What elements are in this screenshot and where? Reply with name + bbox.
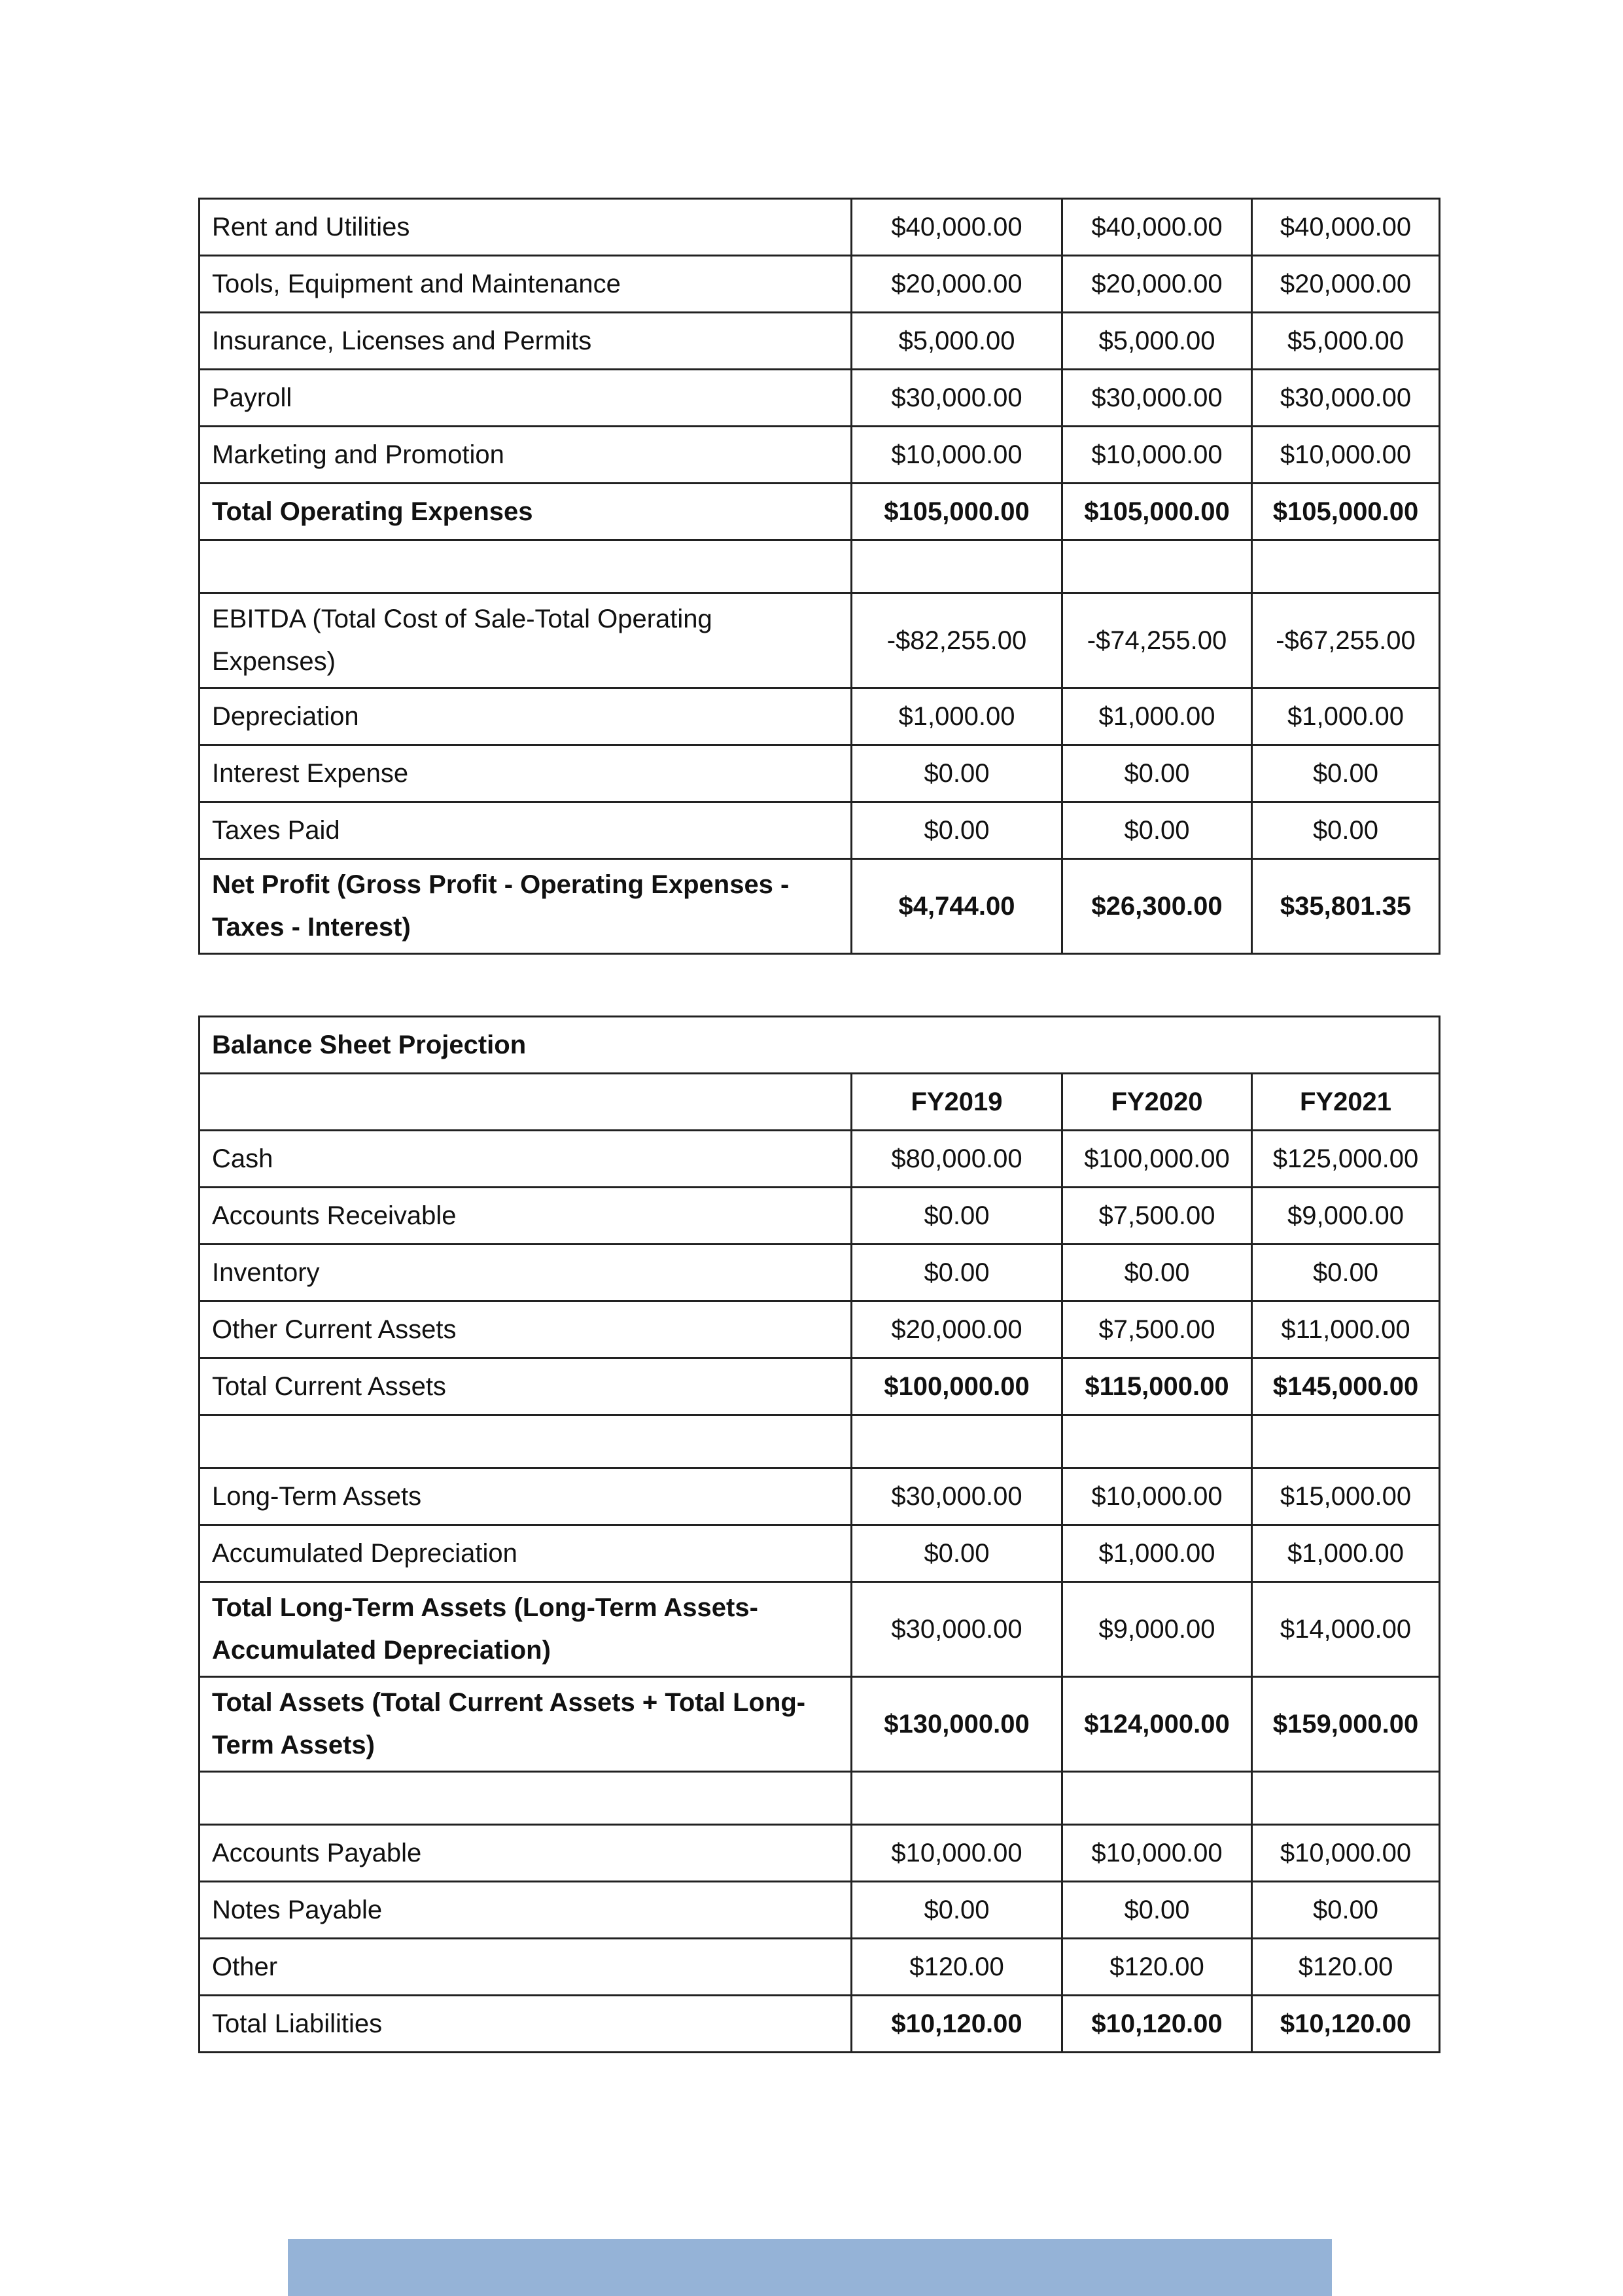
value-cell: $20,000.00 [1252, 256, 1440, 313]
value-cell: $5,000.00 [1062, 313, 1252, 370]
row-label: Long-Term Assets [200, 1468, 852, 1525]
value-cell: $0.00 [852, 802, 1062, 859]
table-row [200, 1882, 1440, 1939]
value-cell: $4,744.00 [852, 859, 1062, 954]
column-header: FY2021 [1252, 1074, 1440, 1131]
value-cell: $10,000.00 [1062, 1825, 1252, 1882]
value-cell: $30,000.00 [1252, 370, 1440, 427]
table-row [200, 745, 1440, 802]
empty-cell [200, 540, 852, 593]
value-cell: $100,000.00 [1062, 1131, 1252, 1188]
value-cell: $120.00 [1252, 1939, 1440, 1996]
row-label: Taxes Paid [200, 802, 852, 859]
value-cell: $7,500.00 [1062, 1188, 1252, 1245]
empty-cell [1252, 1772, 1440, 1825]
value-cell: $120.00 [1062, 1939, 1252, 1996]
value-cell: $10,120.00 [852, 1996, 1062, 2053]
value-cell: $105,000.00 [1252, 484, 1440, 540]
value-cell: $1,000.00 [852, 688, 1062, 745]
row-label: Total Liabilities [200, 1996, 852, 2053]
row-label: Accounts Payable [200, 1825, 852, 1882]
row-label: Notes Payable [200, 1882, 852, 1939]
value-cell: $120.00 [852, 1939, 1062, 1996]
row-label: Total Current Assets [200, 1358, 852, 1415]
value-cell: $9,000.00 [1062, 1582, 1252, 1677]
table-row [200, 688, 1440, 745]
value-cell: $10,000.00 [852, 427, 1062, 484]
header-row [200, 1074, 1440, 1131]
table-row [200, 256, 1440, 313]
value-cell: $10,000.00 [852, 1825, 1062, 1882]
value-cell: $5,000.00 [852, 313, 1062, 370]
empty-cell [852, 1415, 1062, 1468]
value-cell: $0.00 [852, 745, 1062, 802]
value-cell: $1,000.00 [1062, 1525, 1252, 1582]
row-label: EBITDA (Total Cost of Sale-Total Operating Expenses) [200, 593, 852, 688]
value-cell: $0.00 [852, 1525, 1062, 1582]
table-row [200, 1245, 1440, 1301]
value-cell: $10,120.00 [1252, 1996, 1440, 2053]
row-label: Total Long-Term Assets (Long-Term Assets-Accumulated Depreciation) [200, 1582, 852, 1677]
table-row [200, 1131, 1440, 1188]
table-title-row [200, 1017, 1440, 1074]
table-row [200, 1468, 1440, 1525]
table-row [200, 370, 1440, 427]
value-cell: $20,000.00 [1062, 256, 1252, 313]
spacer-row [200, 1415, 1440, 1468]
value-cell: $9,000.00 [1252, 1188, 1440, 1245]
value-cell: $145,000.00 [1252, 1358, 1440, 1415]
value-cell: $10,000.00 [1062, 427, 1252, 484]
total-row [200, 1677, 1440, 1772]
row-label: Depreciation [200, 688, 852, 745]
value-cell: $30,000.00 [852, 1582, 1062, 1677]
row-label: Other Current Assets [200, 1301, 852, 1358]
row-label: Accounts Receivable [200, 1188, 852, 1245]
value-cell: $5,000.00 [1252, 313, 1440, 370]
value-cell: $0.00 [852, 1245, 1062, 1301]
value-cell: $10,000.00 [1062, 1468, 1252, 1525]
table-row [200, 199, 1440, 256]
row-label: Other [200, 1939, 852, 1996]
row-label: Accumulated Depreciation [200, 1525, 852, 1582]
value-cell: $30,000.00 [1062, 370, 1252, 427]
value-cell: $0.00 [1252, 745, 1440, 802]
row-label: Tools, Equipment and Maintenance [200, 256, 852, 313]
value-cell: $159,000.00 [1252, 1677, 1440, 1772]
table-row [200, 1582, 1440, 1677]
value-cell: $1,000.00 [1252, 1525, 1440, 1582]
value-cell: $0.00 [1062, 745, 1252, 802]
table-row [200, 593, 1440, 688]
table-row [200, 1301, 1440, 1358]
value-cell: $0.00 [1252, 802, 1440, 859]
value-cell: $115,000.00 [1062, 1358, 1252, 1415]
value-cell: $105,000.00 [1062, 484, 1252, 540]
empty-cell [852, 1772, 1062, 1825]
row-label: Marketing and Promotion [200, 427, 852, 484]
value-cell: $80,000.00 [852, 1131, 1062, 1188]
value-cell: $20,000.00 [852, 256, 1062, 313]
value-cell: $0.00 [1252, 1882, 1440, 1939]
row-label: Cash [200, 1131, 852, 1188]
value-cell: $40,000.00 [852, 199, 1062, 256]
value-cell: -$82,255.00 [852, 593, 1062, 688]
value-cell: $0.00 [1252, 1245, 1440, 1301]
value-cell: $1,000.00 [1252, 688, 1440, 745]
value-cell: $100,000.00 [852, 1358, 1062, 1415]
table-row [200, 1939, 1440, 1996]
value-cell: $11,000.00 [1252, 1301, 1440, 1358]
empty-cell [1062, 540, 1252, 593]
value-cell: $1,000.00 [1062, 688, 1252, 745]
value-cell: $30,000.00 [852, 1468, 1062, 1525]
row-label: Interest Expense [200, 745, 852, 802]
row-label: Insurance, Licenses and Permits [200, 313, 852, 370]
total-row [200, 859, 1440, 954]
value-cell: $0.00 [852, 1188, 1062, 1245]
value-cell: $10,000.00 [1252, 427, 1440, 484]
value-cell: $10,000.00 [1252, 1825, 1440, 1882]
total-row [200, 484, 1440, 540]
spacer-row [200, 540, 1440, 593]
table-row [200, 313, 1440, 370]
value-cell: $20,000.00 [852, 1301, 1062, 1358]
value-cell: $130,000.00 [852, 1677, 1062, 1772]
empty-cell [200, 1074, 852, 1131]
row-label: Net Profit (Gross Profit - Operating Expenses - Taxes - Interest) [200, 859, 852, 954]
empty-cell [852, 540, 1062, 593]
empty-cell [200, 1415, 852, 1468]
row-label: Payroll [200, 370, 852, 427]
empty-cell [1062, 1772, 1252, 1825]
income-statement-table [198, 198, 1440, 955]
value-cell: -$67,255.00 [1252, 593, 1440, 688]
value-cell: $35,801.35 [1252, 859, 1440, 954]
value-cell: $0.00 [852, 1882, 1062, 1939]
column-header: FY2019 [852, 1074, 1062, 1131]
value-cell: $26,300.00 [1062, 859, 1252, 954]
row-label: Total Assets (Total Current Assets + Total Long-Term Assets) [200, 1677, 852, 1772]
value-cell: $0.00 [1062, 802, 1252, 859]
table-row [200, 1188, 1440, 1245]
empty-cell [1252, 540, 1440, 593]
column-header: FY2020 [1062, 1074, 1252, 1131]
value-cell: $15,000.00 [1252, 1468, 1440, 1525]
value-cell: $0.00 [1062, 1882, 1252, 1939]
total-row [200, 1996, 1440, 2053]
value-cell: $0.00 [1062, 1245, 1252, 1301]
spacer-row [200, 1772, 1440, 1825]
value-cell: $124,000.00 [1062, 1677, 1252, 1772]
value-cell: $105,000.00 [852, 484, 1062, 540]
table-row [200, 427, 1440, 484]
empty-cell [200, 1772, 852, 1825]
value-cell: $40,000.00 [1062, 199, 1252, 256]
balance-sheet-table [198, 1016, 1440, 2053]
value-cell: $14,000.00 [1252, 1582, 1440, 1677]
row-label: Total Operating Expenses [200, 484, 852, 540]
empty-cell [1062, 1415, 1252, 1468]
value-cell: $7,500.00 [1062, 1301, 1252, 1358]
value-cell: $30,000.00 [852, 370, 1062, 427]
table-row [200, 1825, 1440, 1882]
empty-cell [1252, 1415, 1440, 1468]
value-cell: $40,000.00 [1252, 199, 1440, 256]
row-label: Rent and Utilities [200, 199, 852, 256]
row-label: Inventory [200, 1245, 852, 1301]
table-row [200, 802, 1440, 859]
footer-bar [288, 2239, 1332, 2296]
table-row [200, 1525, 1440, 1582]
total-row [200, 1358, 1440, 1415]
value-cell: $10,120.00 [1062, 1996, 1252, 2053]
value-cell: $125,000.00 [1252, 1131, 1440, 1188]
table-title: Balance Sheet Projection [200, 1017, 1440, 1074]
value-cell: -$74,255.00 [1062, 593, 1252, 688]
